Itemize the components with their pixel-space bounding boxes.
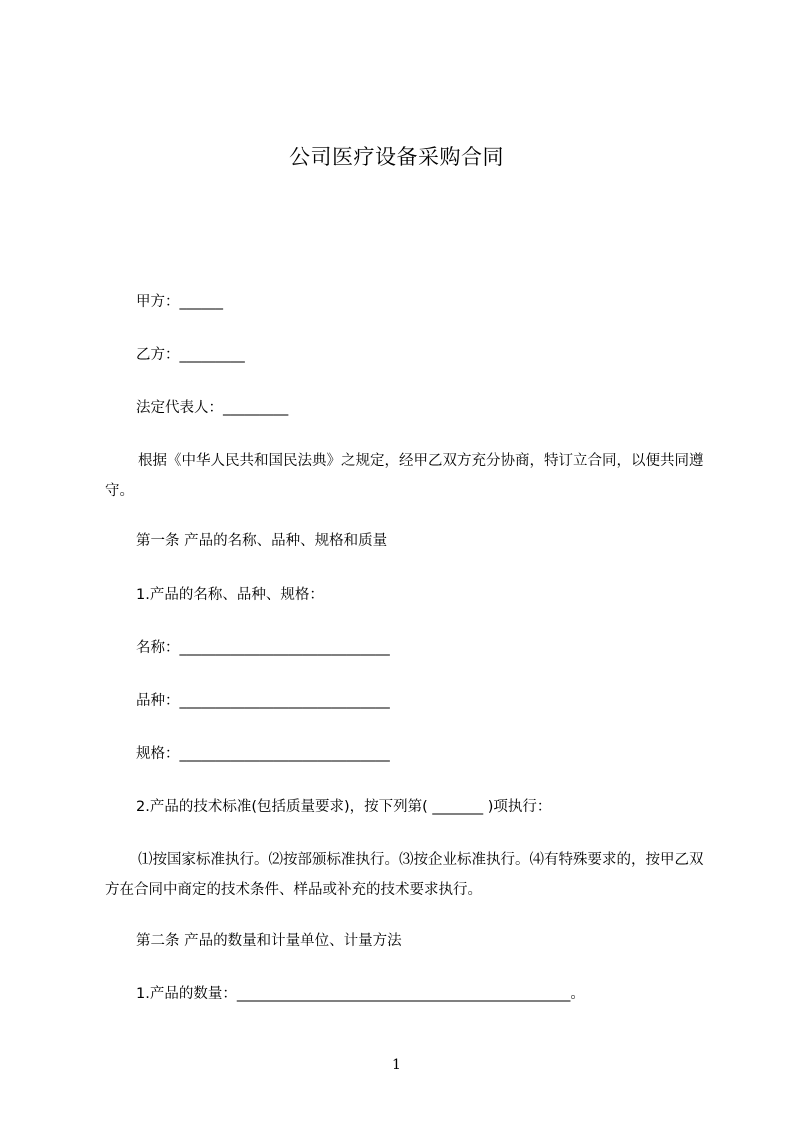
product-variety-field: 品种：_____________________________	[136, 693, 390, 709]
item-2-technical-standard: 2.产品的技术标准(包括质量要求)，按下列第( _______ )项执行：	[136, 799, 552, 815]
legal-representative-field: 法定代表人：_________	[136, 400, 289, 416]
page-number: 1	[392, 1057, 401, 1073]
article-2-heading: 第二条 产品的数量和计量单位、计量方法	[136, 933, 402, 949]
item-2-options-paragraph: ⑴按国家标准执行。⑵按部颁标准执行。⑶按企业标准执行。⑷有特殊要求的，按甲乙双方在合同中商定的技术条件、样品或补充的技术要求执行。	[105, 852, 704, 898]
party-a-field: 甲方：______	[136, 294, 223, 310]
quantity-field: 1.产品的数量：______________________________________________。	[136, 986, 585, 1002]
product-name-field: 名称：_____________________________	[136, 640, 390, 656]
preamble-paragraph: 根据《中华人民共和国民法典》之规定，经甲乙双方充分协商，特订立合同，以便共同遵守。	[105, 453, 704, 499]
party-b-field: 乙方：_________	[136, 347, 245, 363]
contract-title: 公司医疗设备采购合同	[289, 145, 504, 169]
article-1-heading: 第一条 产品的名称、品种、规格和质量	[136, 533, 388, 549]
item-1-label: 1.产品的名称、品种、规格：	[136, 587, 324, 603]
product-spec-field: 规格：_____________________________	[136, 746, 390, 762]
